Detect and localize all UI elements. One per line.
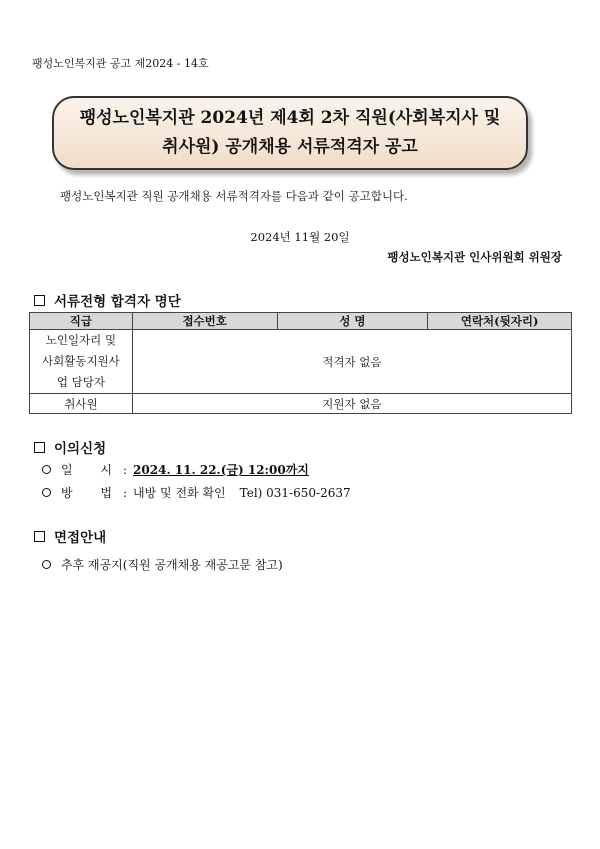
method-label: 방 법 <box>61 486 124 500</box>
section-heading-passers-label: 서류전형 합격자 명단 <box>54 294 181 310</box>
role-text-line: 업 담당자 <box>56 375 105 389</box>
table-row <box>30 394 572 414</box>
result-cell: 적격자 없음 <box>132 330 571 394</box>
square-bullet-icon <box>34 295 45 306</box>
section-heading-interview-label: 면접안내 <box>54 530 107 546</box>
section-heading-objection-label: 이의신청 <box>54 441 107 457</box>
header-contact: 연락처(뒷자리) <box>428 313 572 330</box>
objection-date-line <box>42 461 309 478</box>
circle-bullet-icon <box>42 560 51 569</box>
document-number: 팽성노인복지관 공고 제2024 - 14호 <box>32 57 209 70</box>
table-row <box>30 330 572 394</box>
role-text-line: 사회활동지원사 <box>42 354 120 368</box>
header-name: 성 명 <box>277 313 428 330</box>
circle-bullet-icon <box>42 488 51 497</box>
section-heading-interview <box>34 526 106 546</box>
announcement-date: 2024년 11월 20일 <box>250 230 350 244</box>
date-separator: : <box>123 462 128 477</box>
objection-method-line <box>42 484 351 501</box>
header-receipt-no: 접수번호 <box>132 313 277 330</box>
role-cell: 취사원 <box>30 394 133 414</box>
header-role: 직급 <box>30 313 133 330</box>
section-heading-objection <box>34 437 106 457</box>
passers-table <box>29 312 572 414</box>
square-bullet-icon <box>34 531 45 542</box>
section-heading-passers <box>34 290 181 310</box>
deadline-value: 2024. 11. 22.(금) 12:00까지 <box>133 463 309 477</box>
intro-text: 팽성노인복지관 직원 공개채용 서류적격자를 다음과 같이 공고합니다. <box>60 189 408 203</box>
circle-bullet-icon <box>42 465 51 474</box>
role-text-line: 노인일자리 및 <box>45 333 117 347</box>
phone-number: Tel) 031-650-2637 <box>239 485 351 500</box>
title-line-2: 취사원) 공개채용 서류적격자 공고 <box>162 137 418 157</box>
table-header-row <box>30 313 572 330</box>
date-label: 일 시 <box>61 463 124 477</box>
result-cell: 지원자 없음 <box>132 394 571 414</box>
interview-info-line <box>42 556 283 573</box>
signer: 팽성노인복지관 인사위원회 위원장 <box>387 250 562 264</box>
title-box <box>52 96 528 170</box>
title-line-1: 팽성노인복지관 2024년 제4회 2차 직원(사회복지사 및 <box>79 108 501 128</box>
method-value: 내방 및 전화 확인 <box>133 486 226 500</box>
interview-info-text: 추후 재공지(직원 공개채용 재공고문 참고) <box>61 558 283 572</box>
square-bullet-icon <box>34 442 45 453</box>
role-cell <box>30 330 133 394</box>
method-separator: : <box>123 485 128 500</box>
